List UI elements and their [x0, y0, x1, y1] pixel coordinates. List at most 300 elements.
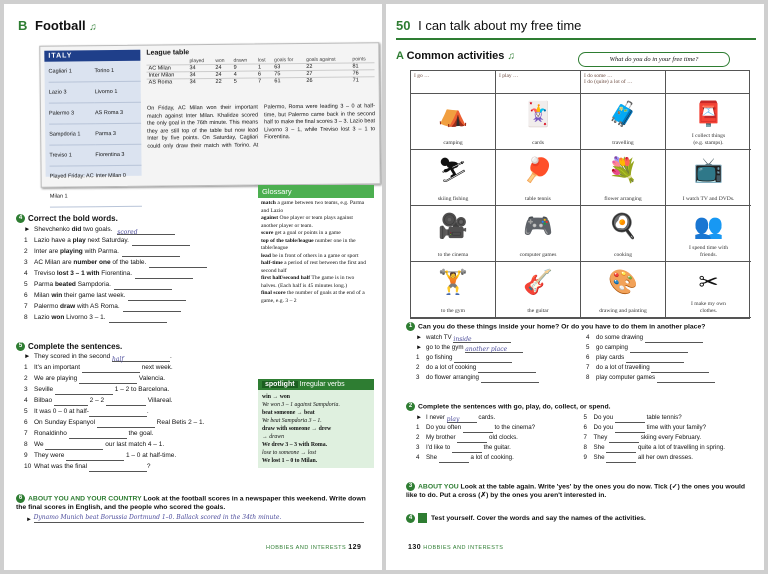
- item-text: Lazio: [34, 314, 52, 322]
- table-cell: AC Milan: [146, 65, 187, 72]
- activity-label: [411, 196, 495, 203]
- match-report: On Friday, AC Milan won their important match against Inter Milan. Khalidze scored the only goal in the 76th minute. This means they are still top of the table but now lead Inter by five points. On Saturday, Cagliari could only draw their match with Torino. At Palermo, Roma were leading 3 – 0 at half-time, but Palermo came back in the second half to make the final scores 3 – 3. Lazio beat Livorno 3 – 1, while Treviso lost 3 – 1 to Fiorentina.: [146, 103, 376, 150]
- answer-blank[interactable]: [89, 409, 147, 417]
- answer-blank[interactable]: [657, 375, 715, 383]
- activity-label-text: cards: [532, 139, 544, 146]
- answer-blank[interactable]: [149, 260, 207, 268]
- glossary-entry: [261, 200, 371, 215]
- exercise-item: [24, 406, 256, 417]
- table-cell: 6: [256, 71, 272, 78]
- answer-blank[interactable]: [89, 464, 147, 472]
- answer-blank[interactable]: [122, 249, 180, 257]
- item-number: 7: [583, 433, 587, 441]
- glossary-entry: [261, 260, 371, 275]
- glossary-entry: [261, 253, 371, 261]
- section-title: Football: [35, 18, 86, 33]
- item-text: Bilbao: [34, 397, 54, 405]
- item-text: watch TV: [426, 333, 454, 341]
- answer-blank[interactable]: [123, 304, 181, 312]
- exercise-item: [24, 450, 256, 461]
- item-text: 2 – 2: [87, 397, 106, 405]
- item-text: Shevchenko: [34, 226, 72, 234]
- exercise-4: 4 Correct the bold words. ► Shevchenko did two goals. scored 1 Lazio have a play next Saturday. 2 Inter are playing with Parma. 3 AC Milan are number one of the table. 4 Treviso lost 3 – 1 with Fiorentina. 5 Parma beated Sampdoria. 6 Milan win their game last week. 7 Palermo draw with AS Roma. 8 Lazio won Livorno 3 – 1.: [16, 214, 256, 323]
- activity-label: [666, 301, 751, 314]
- exercise-item: [24, 312, 256, 323]
- item-text: do a lot of travelling: [596, 363, 652, 371]
- activities-grid: [410, 70, 750, 319]
- answer-blank[interactable]: [457, 435, 487, 443]
- exercise-item: [586, 373, 756, 383]
- activity-cell: [581, 262, 666, 318]
- spotlight-line: We won 3 – 1 against Sampdoria.: [262, 402, 340, 408]
- table-cell: 61: [272, 78, 304, 85]
- activity-label-text: table tennis: [525, 195, 551, 202]
- page-number: 129: [348, 544, 362, 551]
- item-text: two goals.: [81, 226, 115, 234]
- item-text: play cards: [596, 353, 626, 361]
- activity-label-text: skiing fishing: [437, 195, 469, 202]
- answer-blank[interactable]: [651, 365, 709, 373]
- activity-icon: 🎸: [523, 269, 553, 296]
- exercise-item: [416, 363, 586, 373]
- answer-blank[interactable]: [54, 398, 88, 406]
- exercise-item: [416, 353, 586, 363]
- italy-title: ITALY: [44, 50, 140, 62]
- glossary-box: [258, 185, 374, 307]
- table-cell: Inter Milan: [147, 72, 188, 79]
- bold-word: number one: [73, 259, 111, 267]
- bold-word: won: [51, 314, 65, 322]
- table-header: points: [352, 56, 366, 63]
- answer-blank[interactable]: [66, 453, 124, 461]
- activity-label-text: travelling: [612, 139, 634, 146]
- answer-blank[interactable]: inside: [453, 335, 511, 343]
- item-number: 1: [24, 364, 28, 372]
- headphones-icon[interactable]: ♫: [507, 51, 515, 62]
- glossary-definition: the number of goals at the end of a game, e.g. 3 – 2: [261, 290, 365, 304]
- table-cell: 22: [214, 78, 232, 85]
- item-number: 3: [24, 386, 28, 394]
- activity-label-text: clothes.: [699, 307, 718, 314]
- item-number: 8: [24, 441, 28, 449]
- item-number: 3: [416, 373, 420, 381]
- item-text: What was the final: [34, 463, 89, 471]
- bold-word: playing: [60, 248, 83, 256]
- item-text: .: [146, 408, 149, 416]
- bold-word: play: [72, 237, 86, 245]
- answer-blank[interactable]: [452, 445, 482, 453]
- answer-blank[interactable]: [114, 282, 172, 290]
- exercise-5: 5 Complete the sentences. ► They scored in the second half . 1 It's an important next week. 2 We are playing Valencia. 3 Seville 1 – 2 to Barcelona. 4 Bilbao 2 – 2 Villareal. 5 It was 0 – 0 at half- . 6 On Sunday Espanyol Real Betis 2 – 1. 7 Ronaldinho the goal. 8 We our last match 4 – 1. 9 They were 1 – 0 at half-time. 10 What was the final ?: [16, 342, 256, 472]
- team-name: Palermo 3: [49, 103, 95, 124]
- league-table: [146, 47, 374, 85]
- item-text: with Parma.: [82, 248, 119, 256]
- activity-icon: 🍳: [608, 213, 638, 240]
- item-number: ►: [416, 343, 423, 351]
- exercise-item: [24, 351, 256, 362]
- item-number: 5: [24, 408, 28, 416]
- item-text: do flower arranging: [426, 373, 481, 381]
- spotlight-line: We drew 3 – 3 with Roma.: [262, 442, 328, 448]
- item-number: 1: [416, 423, 420, 431]
- headphones-icon[interactable]: ♫: [89, 22, 97, 33]
- bold-word: lost 3 – 1 with: [56, 270, 100, 278]
- item-text: We are playing: [34, 375, 80, 383]
- team-name: Lazio 3: [49, 82, 95, 103]
- item-number: 1: [416, 353, 420, 361]
- team-name: Treviso 1: [49, 145, 95, 166]
- activity-icon: 🎨: [608, 269, 638, 296]
- item-text: table tennis?: [644, 413, 682, 421]
- glossary-definition: get a goal or points in a game: [273, 230, 341, 236]
- glossary-definition: number one in the table/league: [261, 237, 356, 251]
- glossary-term: first half/second half: [261, 275, 311, 281]
- spotlight-line: draw with someone → drew: [262, 426, 332, 432]
- activity-icon: 📺: [693, 157, 724, 184]
- item-text: AC Milan are: [34, 259, 74, 267]
- activity-label: [496, 196, 580, 203]
- item-number: 9: [24, 452, 28, 460]
- glossary-definition: be in front of others in a game or sport: [270, 252, 359, 259]
- table-cell: 27: [304, 70, 350, 77]
- activity-cell: [411, 262, 496, 318]
- left-footer: HOBBIES AND INTERESTS 129: [266, 544, 362, 551]
- table-cell: 34: [188, 78, 214, 85]
- book-icon: [418, 513, 427, 523]
- exercise-1: 1 Can you do these things inside your home? Or do you have to do them in another place? ► watch TV inside ► go to the gym another place 1 go fishing 2 do a lot of cooking 3 do flower arranging 4 do some drawing 5 go camping 6 play cards 7 do a lot of travelling 8 play computer games: [406, 322, 756, 383]
- item-text: We: [34, 441, 46, 449]
- item-text: Villareal.: [145, 397, 173, 405]
- activity-cell: [581, 206, 666, 262]
- answer-blank[interactable]: [79, 376, 137, 384]
- activity-label-text: computer games: [519, 251, 557, 258]
- item-number: 5: [583, 413, 587, 421]
- exercise-item: [416, 433, 584, 443]
- item-text: ?: [146, 463, 151, 471]
- activity-label-text: I collect things: [691, 133, 726, 139]
- exercise-item: [24, 301, 256, 312]
- answer-blank[interactable]: [454, 355, 512, 363]
- table-cell: 76: [351, 70, 375, 77]
- activity-icon: 🏋: [438, 269, 468, 296]
- right-page: [386, 4, 764, 570]
- activity-label: [581, 196, 665, 203]
- item-text: Inter are: [34, 248, 61, 256]
- activity-label: [411, 140, 495, 147]
- item-text: Do you often: [426, 423, 463, 431]
- exercise-item: [24, 417, 256, 428]
- item-text: Milan: [34, 292, 52, 300]
- item-number: 8: [24, 314, 28, 322]
- glossary-definition: a game between two teams, e.g. Parma and Lazio: [261, 200, 365, 214]
- answer-blank[interactable]: [615, 415, 645, 423]
- answer-blank[interactable]: [69, 431, 127, 439]
- team-name: AS Roma 3: [95, 103, 141, 124]
- column-heading: [496, 71, 581, 93]
- activity-label-text: camping: [443, 139, 463, 146]
- item-text: She: [593, 443, 607, 451]
- glossary-entry: [261, 215, 371, 230]
- activity-label-text: I watch TV and DVDs.: [682, 195, 735, 202]
- activity-icon: 🧳: [608, 101, 638, 128]
- column-heading-text: I do some …: [584, 73, 613, 79]
- item-number: 10: [24, 463, 32, 471]
- activity-cell: [666, 262, 751, 318]
- item-number: 8: [586, 373, 590, 381]
- exercise-5-items: [16, 351, 256, 472]
- item-text: It was 0 – 0 at half-: [34, 408, 89, 416]
- activity-label-text: I spend time with: [689, 245, 728, 251]
- exercise-2: 2 Complete the sentences with go, play, do, collect, or spend. ► I never play cards. 1 Do you often to the cinema? 2 My brother old clocks. 3 I'd like to the guitar. 4 She a lot of cooking. 5 Do you table tennis? 6 Do you time with your family? 7 They skiing every February. 8 She quite a lot of travelling in spring. 9 She all her own dresses.: [406, 402, 756, 463]
- column-heading-text: I go …: [414, 73, 430, 79]
- table-cell: 1: [256, 64, 272, 71]
- table-cell: 71: [351, 77, 375, 84]
- item-text: Fiorentina.: [99, 270, 133, 278]
- glossary-definition: The game is in two halves. (Each half is 45 minutes long.): [261, 275, 355, 289]
- item-number: 6: [24, 419, 28, 427]
- answer-blank[interactable]: [630, 345, 688, 353]
- activity-icon: ⛷: [437, 157, 469, 184]
- answer-blank[interactable]: [106, 398, 146, 406]
- answer-blank[interactable]: [626, 355, 684, 363]
- item-text: My brother: [426, 433, 458, 441]
- item-text: Valencia.: [137, 375, 166, 383]
- item-number: ►: [24, 353, 31, 361]
- exercise-item: [24, 461, 256, 472]
- glossary-title: Glossary: [258, 185, 374, 198]
- spotlight-line: beat someone → beat: [262, 410, 315, 416]
- item-text: go to the gym: [426, 343, 466, 351]
- table-header: played: [189, 58, 205, 65]
- glossary-term: lead: [261, 252, 271, 259]
- activity-cell: [411, 94, 496, 150]
- answer-blank[interactable]: [609, 435, 639, 443]
- item-number: 2: [24, 375, 28, 383]
- answer-blank[interactable]: [463, 425, 493, 433]
- item-text: time with your family?: [644, 423, 707, 431]
- exercise-item: [24, 395, 256, 406]
- item-text: Parma: [34, 281, 55, 289]
- item-number: 6: [586, 353, 590, 361]
- table-header: goals for: [274, 57, 294, 64]
- answer-blank[interactable]: another place: [465, 345, 523, 353]
- activity-label-text: flower arranging: [604, 195, 642, 202]
- team-name: Inter Milan 0: [96, 166, 142, 207]
- answer-blank[interactable]: [97, 420, 155, 428]
- item-number: ►: [24, 226, 31, 234]
- activity-cell: [666, 94, 751, 150]
- activity-cell: [496, 206, 581, 262]
- answer-blank[interactable]: [606, 455, 636, 463]
- item-number: 7: [24, 303, 28, 311]
- item-number: 3: [24, 259, 28, 267]
- item-text: She: [426, 453, 439, 461]
- item-text: She: [593, 453, 607, 461]
- activity-cell: [496, 150, 581, 206]
- answer-blank[interactable]: scored: [117, 227, 175, 235]
- table-cell: 34: [187, 64, 213, 71]
- glossary-definition: a period of rest between the first and second half: [261, 260, 367, 274]
- answer-blank[interactable]: [109, 315, 167, 323]
- table-cell: 24: [213, 71, 231, 78]
- answer-blank[interactable]: [55, 387, 113, 395]
- item-text: next Saturday.: [85, 237, 129, 245]
- activity-label-text: to the cinema: [437, 251, 469, 258]
- spotlight-line: We lost 1 – 0 to Milan.: [262, 458, 318, 464]
- item-text: to the cinema?: [492, 423, 536, 431]
- item-number: 7: [24, 430, 28, 438]
- activity-label: [666, 133, 751, 146]
- answer-blank[interactable]: [132, 238, 190, 246]
- item-number: 4: [586, 333, 590, 341]
- exercise-item: [584, 413, 756, 423]
- activity-cell: [496, 94, 581, 150]
- glossary-term: top of the table/league: [261, 237, 314, 244]
- item-text: Treviso: [34, 270, 57, 278]
- exercise-item: [584, 453, 756, 463]
- exercise-item: [586, 343, 756, 353]
- activity-icon: ✂: [698, 269, 719, 296]
- item-text: Palermo: [34, 303, 61, 311]
- item-number: 4: [24, 397, 28, 405]
- item-text: old clocks.: [487, 433, 518, 441]
- activity-label: [411, 308, 495, 315]
- page-number: 130: [408, 544, 422, 551]
- team-name: Parma 3: [95, 124, 141, 145]
- exercise-item: [416, 423, 584, 433]
- item-number: 3: [416, 443, 420, 451]
- answer-blank[interactable]: play: [447, 415, 477, 423]
- answer-blank[interactable]: [478, 365, 536, 373]
- column-heading: [666, 71, 751, 93]
- activity-cell: [666, 150, 751, 206]
- item-text: skiing every February.: [639, 433, 702, 441]
- activity-label: [666, 196, 751, 203]
- activity-label-text: drawing and painting: [599, 307, 647, 314]
- exercise-item: [416, 333, 586, 343]
- activity-cell: [581, 94, 666, 150]
- item-text: do some drawing: [596, 333, 645, 341]
- item-text: of the table.: [110, 259, 147, 267]
- item-number: 7: [586, 363, 590, 371]
- team-name: Played Friday: AC Milan 1: [50, 166, 96, 207]
- activity-label: [581, 252, 665, 259]
- answer-blank[interactable]: [645, 335, 703, 343]
- table-cell: 4: [232, 71, 256, 78]
- item-text: next week.: [139, 364, 173, 372]
- exercise-item: [416, 373, 586, 383]
- activity-icon: 🎥: [438, 213, 468, 240]
- item-text: On Sunday Espanyol: [34, 419, 97, 427]
- item-text: Do you: [593, 413, 615, 421]
- activity-label: [581, 140, 665, 147]
- item-text: the guitar.: [481, 443, 511, 451]
- activity-icon: ⛺: [438, 101, 468, 128]
- item-text: They: [593, 433, 610, 441]
- league-caption: League table: [146, 49, 190, 57]
- exercise-item: [24, 384, 256, 395]
- answer-blank[interactable]: [481, 375, 539, 383]
- teams-list: [44, 61, 142, 208]
- glossary-definition: One player or team plays against another player or team.: [261, 215, 353, 229]
- exercise-item: [584, 423, 756, 433]
- table-header: drawn: [233, 57, 248, 64]
- example-answer[interactable]: Dynamo Munich beat Borussia Dortmund 1–0. Ballack scored in the 34th minute.: [34, 514, 364, 523]
- activity-icon: 🎮: [523, 213, 553, 240]
- item-text: They were: [34, 452, 67, 460]
- answer-blank[interactable]: [82, 365, 140, 373]
- item-text: Do you: [593, 423, 615, 431]
- table-cell: 34: [188, 71, 214, 78]
- spotlight-line: win → won: [262, 394, 291, 400]
- activity-label: [496, 308, 580, 315]
- item-text: quite a lot of travelling in spring.: [636, 443, 726, 451]
- item-text: Real Betis 2 – 1.: [154, 419, 205, 427]
- column-heading-text: I play …: [499, 73, 519, 79]
- item-text: with AS Roma.: [75, 303, 120, 311]
- activity-label-text: I make my own: [691, 301, 726, 307]
- activity-cell: [581, 150, 666, 206]
- item-number: 4: [416, 453, 420, 461]
- bold-word: draw: [60, 303, 76, 311]
- exercise-item: [24, 428, 256, 439]
- table-cell: 24: [213, 64, 231, 71]
- table-cell: 81: [350, 63, 374, 70]
- spotlight-line: lose to someone → lost: [262, 450, 317, 456]
- item-text: cards.: [476, 413, 496, 421]
- exercise-item: [24, 279, 256, 290]
- spotlight-line: → drawn: [262, 434, 285, 440]
- item-text: the goal.: [126, 430, 154, 438]
- activity-label: [581, 308, 665, 315]
- activity-label-text: friends.: [700, 251, 717, 258]
- table-row: [147, 77, 375, 86]
- item-text: Sampdoria.: [75, 281, 111, 289]
- activity-icon: 🏓: [523, 157, 553, 184]
- item-text: go fishing: [426, 353, 455, 361]
- exercise-item: [416, 413, 584, 423]
- table-header: won: [215, 57, 225, 64]
- column-heading: [581, 71, 666, 93]
- exercise-6: 6 ABOUT YOU AND YOUR COUNTRY Look at the football scores in a newspaper this weekend. Write down the final scores in English, and the people who scored the goals. ► Dynamo Munich beat Borussia Dortmund 1–0. Ballack scored in the 34th minute.: [16, 495, 366, 524]
- answer-blank[interactable]: [606, 445, 636, 453]
- item-text: all her own dresses.: [636, 453, 694, 461]
- unit-title: 50 I can talk about my free time: [396, 18, 581, 33]
- exercise-item: [24, 246, 256, 257]
- table-cell: 5: [232, 78, 256, 85]
- exercise-item: [24, 235, 256, 246]
- answer-blank[interactable]: [128, 293, 186, 301]
- answer-blank[interactable]: half: [112, 354, 170, 362]
- speech-bubble: What do you do in your free time?: [578, 52, 730, 67]
- activity-label: [496, 252, 580, 259]
- item-number: 9: [583, 453, 587, 461]
- answer-blank[interactable]: [45, 442, 103, 450]
- item-number: 6: [583, 423, 587, 431]
- answer-blank[interactable]: [135, 271, 193, 279]
- activity-cell: [411, 150, 496, 206]
- column-heading-text: I do (quite) a lot of …: [584, 79, 633, 85]
- team-name: Livorno 1: [95, 82, 141, 103]
- answer-blank[interactable]: [615, 425, 645, 433]
- glossary-entry: [261, 238, 371, 253]
- activity-icon: 📮: [693, 101, 724, 128]
- item-number: 2: [416, 433, 420, 441]
- glossary-entries: [258, 198, 374, 307]
- glossary-entry: [261, 230, 371, 238]
- answer-blank[interactable]: [439, 455, 469, 463]
- right-footer: 130 HOBBIES AND INTERESTS: [408, 544, 504, 551]
